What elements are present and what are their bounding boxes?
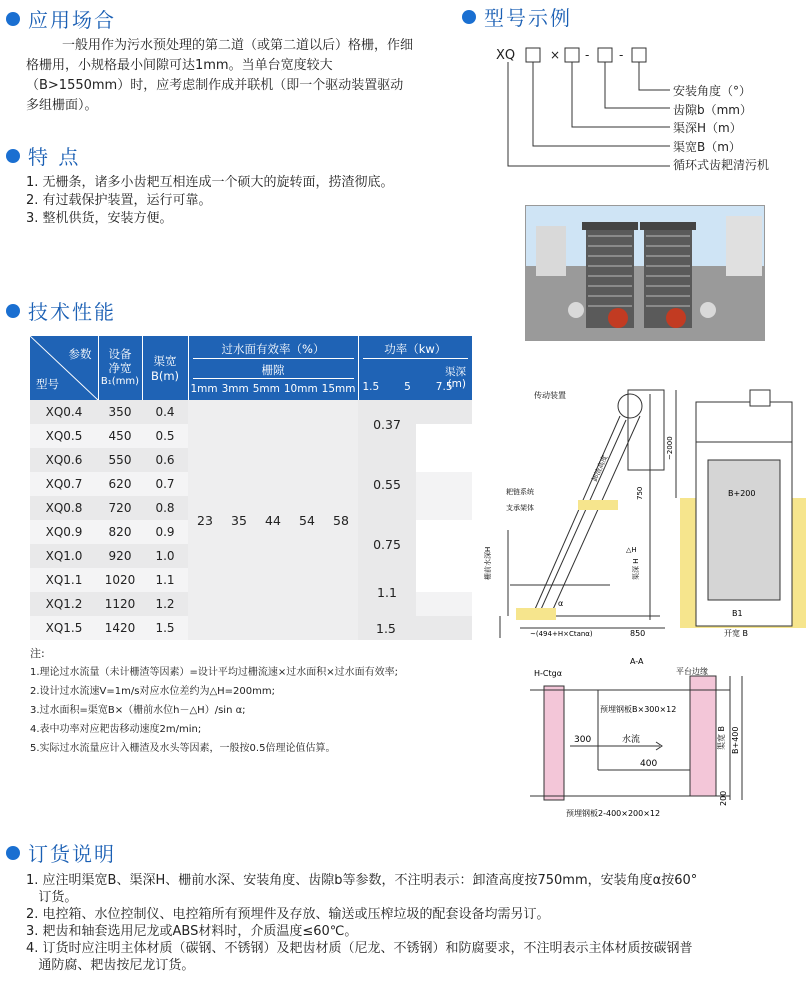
table-row xyxy=(30,520,188,544)
row-model: XQ1.2 xyxy=(45,597,83,611)
order-item: 通防腐、耙齿按尼龙订货。 xyxy=(26,958,195,973)
bullet-dot-icon xyxy=(6,304,20,318)
label-channel-width: 渠宽 B xyxy=(717,725,726,750)
power-cell: 1.1 xyxy=(358,568,416,616)
row-width: 1020 xyxy=(104,573,136,587)
order-item: 1. 应注明渠宽B、渠深H、栅前水深、安装角度、齿隙b等参数，不注明表示：卸渣高度按750mm，安装角度α按60° xyxy=(26,873,698,888)
application-text: 一般用作为污水预处理的第二道（或第二道以后）格栅，作细格栅用，小规格最小间隙可达1mm。当单台宽度较大（B>1550mm）时，应考虑制作成并联机（即一个驱动装置驱动多组栅面）。 xyxy=(26,38,414,113)
power-cell: 0.75 xyxy=(358,520,416,568)
table-row xyxy=(30,496,188,520)
label-support: 支承架体 xyxy=(506,504,534,512)
row-model: XQ0.9 xyxy=(45,525,83,539)
row-width: 1120 xyxy=(104,597,136,611)
label-alpha: α xyxy=(558,599,564,608)
table-row xyxy=(30,472,188,496)
label-embedded-plate-2: 预埋钢板2-400×200×12 xyxy=(566,809,661,818)
application-title: 应用场合 xyxy=(28,8,116,32)
header-divider xyxy=(193,378,354,379)
row-model: XQ0.6 xyxy=(45,453,83,467)
header-gap-3mm: 3mm xyxy=(221,383,249,395)
row-width: 1420 xyxy=(104,621,136,635)
header-power xyxy=(358,336,472,400)
bullet-dot-icon xyxy=(6,846,20,860)
specs-heading xyxy=(6,296,116,325)
label-b-plus-200: B+200 xyxy=(728,489,756,498)
row-model: XQ1.1 xyxy=(45,573,83,587)
row-model: XQ1.5 xyxy=(45,621,83,635)
header-gap-15mm: 15mm xyxy=(321,383,356,395)
label-850: 850 xyxy=(630,629,646,638)
header-channel xyxy=(142,336,188,400)
row-width: 550 xyxy=(108,453,132,467)
plan-drawing-svg xyxy=(530,650,800,820)
efficiency-1mm: 23 xyxy=(197,512,213,528)
bullet-dot-icon xyxy=(6,12,20,26)
model-sep-dash: - xyxy=(619,48,624,62)
label-a-a: A-A xyxy=(630,657,644,666)
label-drive: 传动装置 xyxy=(534,391,566,400)
note-item: 4.表中功率对应耙齿移动速度2m/min; xyxy=(30,724,202,735)
model-heading xyxy=(462,2,572,31)
bullet-dot-icon xyxy=(6,149,20,163)
header-param-model xyxy=(30,336,98,400)
power-cell-fill xyxy=(416,472,472,520)
efficiency-3mm: 35 xyxy=(231,512,247,528)
efficiency-values xyxy=(188,400,358,640)
power-cell: 0.55 xyxy=(358,448,416,520)
row-channel: 1.0 xyxy=(155,549,175,563)
header-depth-1-5: 1.5 xyxy=(362,381,380,393)
header-divider xyxy=(193,358,354,359)
row-channel: 1.1 xyxy=(155,573,175,587)
row-width: 920 xyxy=(108,549,132,563)
table-row xyxy=(30,616,188,640)
order-item: 3. 耙齿和轴套选用尼龙或ABS材料时，介质温度≤60℃。 xyxy=(26,924,358,939)
label-b1: B1 xyxy=(732,609,743,618)
model-labels xyxy=(673,82,769,175)
table-row xyxy=(30,592,188,616)
note-item: 1.理论过水流量（未计栅渣等因素）=设计平均过栅流速×过水面积×过水面有效率; xyxy=(30,667,399,678)
row-channel: 0.6 xyxy=(155,453,175,467)
label-offset: ~(494+H×Ctanα) xyxy=(530,630,593,638)
table-row xyxy=(30,568,188,592)
header-channel-line2: B(m) xyxy=(150,369,180,383)
row-channel: 0.9 xyxy=(155,525,175,539)
table-row xyxy=(30,448,188,472)
model-label-width: 渠宽B（m） xyxy=(673,139,741,154)
feature-item: 1. 无栅条，诸多小齿耙互相连成一个硕大的旋转面，捞渣彻底。 xyxy=(26,175,394,190)
model-label-gap: 齿隙b（mm） xyxy=(673,102,752,117)
header-width-line2: 净宽 xyxy=(108,361,132,375)
note-item: 5.实际过水流量应计入栅渣及水头等因素，一般按0.5倍理论值估算。 xyxy=(30,743,336,754)
row-channel: 0.4 xyxy=(155,405,175,419)
label-750: 750 xyxy=(636,486,644,500)
model-title: 型号示例 xyxy=(484,6,572,30)
efficiency-10mm: 54 xyxy=(299,512,315,528)
header-gap-1mm: 1mm xyxy=(190,383,218,395)
side-front-drawing-svg xyxy=(480,380,808,640)
model-label-depth: 渠深H（m） xyxy=(673,121,742,135)
note-item: 3.过水面积=渠宽B×（栅前水位h－△H）/sin α; xyxy=(30,705,246,716)
table-row xyxy=(30,400,188,424)
row-width: 620 xyxy=(108,477,132,491)
row-model: XQ0.7 xyxy=(45,477,83,491)
label-300: 300 xyxy=(574,735,592,745)
header-channel-line1: 渠宽 xyxy=(153,354,177,368)
model-label-angle: 安装角度（°） xyxy=(673,84,752,98)
header-param: 参数 xyxy=(68,347,92,361)
row-model: XQ1.0 xyxy=(45,549,83,563)
label-water-depth: 栅前水深H xyxy=(484,546,492,580)
label-embedded-plate-1: 预埋钢板B×300×12 xyxy=(600,705,677,714)
power-cell: 0.37 xyxy=(358,400,416,448)
row-width: 450 xyxy=(108,429,132,443)
table-body xyxy=(30,400,472,640)
header-gap-5mm: 5mm xyxy=(252,383,280,395)
order-item: 订货。 xyxy=(26,890,78,905)
label-open-width: 开宽 B xyxy=(724,629,749,638)
specs-title: 技术性能 xyxy=(28,300,116,324)
label-200: 200 xyxy=(719,790,728,806)
order-item: 4. 订货时应注明主体材质（碳钢、不锈钢）及耙齿材质（尼龙、不锈钢）和防腐要求，不注明表示主体材质按碳钢普 xyxy=(26,941,693,956)
model-prefix: XQ xyxy=(496,48,516,63)
header-efficiency-label: 过水面有效率（%） xyxy=(221,342,325,356)
label-rake-chain: 耙链系统 xyxy=(506,488,534,496)
header-divider xyxy=(363,358,469,359)
model-label-machine: 循环式齿耙清污机 xyxy=(673,158,770,172)
table-row xyxy=(30,424,188,448)
header-depth-unit: (m) xyxy=(447,378,466,390)
row-model: XQ0.5 xyxy=(45,429,83,443)
efficiency-15mm: 58 xyxy=(333,512,349,528)
power-cell-fill xyxy=(416,592,472,616)
power-cell-fill xyxy=(416,400,472,424)
row-width: 820 xyxy=(108,525,132,539)
header-model: 型号 xyxy=(36,377,59,391)
header-depth-5: 5 xyxy=(404,381,411,393)
features-heading xyxy=(6,141,80,170)
order-list xyxy=(26,872,810,974)
row-width: 720 xyxy=(108,501,132,515)
label-channel-depth: 渠深 H xyxy=(632,558,640,580)
row-channel: 0.7 xyxy=(155,477,175,491)
label-flow: 水流 xyxy=(622,735,641,745)
header-width xyxy=(98,336,142,400)
features-list xyxy=(26,174,394,228)
notes xyxy=(30,644,470,758)
order-heading xyxy=(6,838,116,867)
table-header xyxy=(30,336,472,400)
model-sep-x: × xyxy=(550,48,561,62)
model-sep-dash: - xyxy=(585,48,590,62)
header-power-label: 功率（kw） xyxy=(384,342,447,356)
row-channel: 0.8 xyxy=(155,501,175,515)
row-model: XQ0.4 xyxy=(45,405,83,419)
power-column xyxy=(358,400,472,640)
power-cell: 1.5 xyxy=(358,616,472,640)
table-rows xyxy=(30,400,188,640)
header-depth: 渠深 xyxy=(445,366,466,378)
spec-table xyxy=(30,336,472,640)
features-title: 特 点 xyxy=(28,145,81,169)
label-h-ctg: H-Ctgα xyxy=(534,669,562,678)
header-depth-7-5: 7.5 xyxy=(435,381,453,393)
header-gap-10mm: 10mm xyxy=(283,383,318,395)
row-model: XQ0.8 xyxy=(45,501,83,515)
label-400: 400 xyxy=(640,759,658,769)
header-width-line1: 设备 xyxy=(108,347,132,361)
header-width-line3: B₁(mm) xyxy=(100,376,140,387)
application-heading xyxy=(6,4,116,33)
side-front-drawing xyxy=(480,380,808,640)
label-platform-edge: 平台边缘 xyxy=(676,667,708,676)
efficiency-5mm: 44 xyxy=(265,512,281,528)
label-delta-h: △H xyxy=(626,546,637,554)
model-diagram xyxy=(480,38,800,178)
equipment-photo-illustration xyxy=(526,206,765,341)
note-item: 2.设计过水流速V=1m/s对应水位差约为△H=200mm; xyxy=(30,686,275,697)
equipment-photo xyxy=(525,205,765,341)
header-gap-label: 栅隙 xyxy=(261,363,285,377)
feature-item: 3. 整机供货，安装方便。 xyxy=(26,211,173,226)
row-width: 350 xyxy=(108,405,132,419)
label-discharge-height: 卸渣高度 xyxy=(590,453,610,483)
row-channel: 1.2 xyxy=(155,597,175,611)
notes-title: 注: xyxy=(30,647,45,660)
feature-item: 2. 有过载保护装置，运行可靠。 xyxy=(26,193,212,208)
header-efficiency xyxy=(188,336,358,400)
order-title: 订货说明 xyxy=(28,842,116,866)
order-item: 2. 电控箱、水位控制仪、电控箱所有预埋件及存放、输送或压榨垃圾的配套设备均需另订。 xyxy=(26,907,550,922)
row-channel: 0.5 xyxy=(155,429,175,443)
bullet-dot-icon xyxy=(462,10,476,24)
row-channel: 1.5 xyxy=(155,621,175,635)
table-row xyxy=(30,544,188,568)
label-b-plus-400: B+400 xyxy=(731,726,740,754)
plan-drawing xyxy=(530,650,800,820)
label-2000: ~2000 xyxy=(666,436,674,460)
